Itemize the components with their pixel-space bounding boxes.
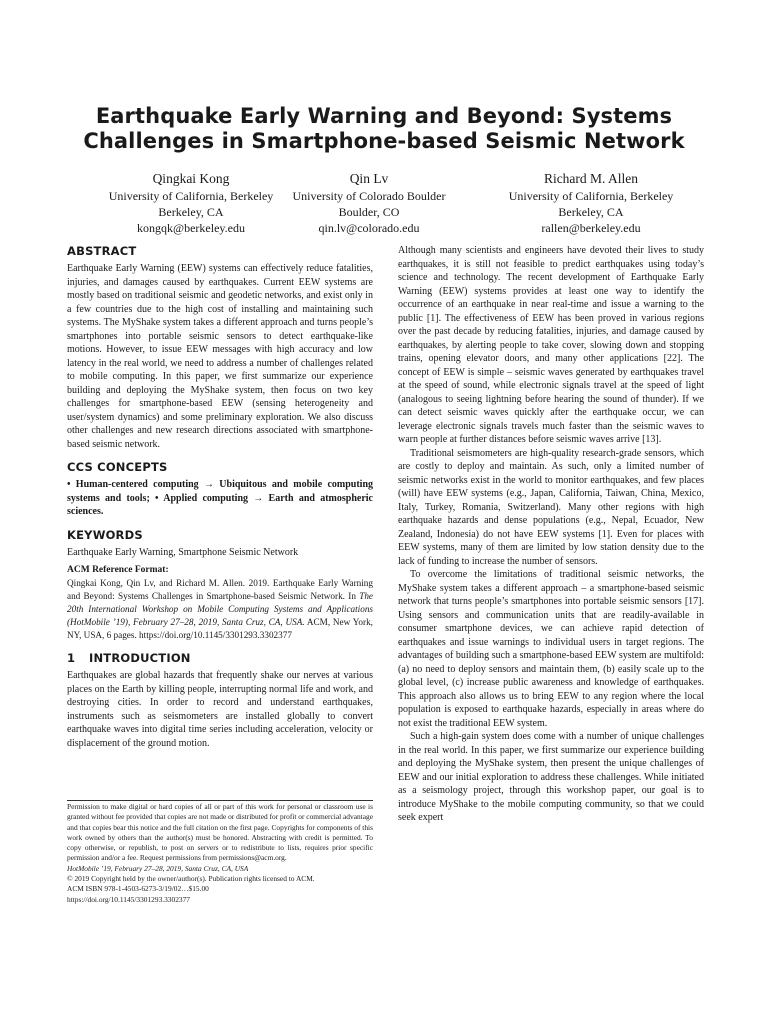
author-location: Berkeley, CA <box>158 205 224 219</box>
intro-paragraph: Although many scientists and engineers have devoted their lives to study earthquakes, it is still not feasible to predict earthquakes using today’s science and technology. The recent development of Earthquake Early Warning (EEW) systems provides at least one way to identify the occurrence of an earthquake in near real-time and issue a warning to the public [1]. The effectiveness of EEW has been proved in various regions over the past decade by reducing fatalities, injuries, and damage caused by earthquakes, by alerting people to take cover, slowing down and stopping trains, opening elevator doors, and many other applications [22]. The concept of EEW is simple – seismic waves generated by earthquakes travel at the speed of sound, while electronic signals travel at the speed of light (analogous to seeing lightning before hearing the sound of thunder). If we can detect seismic waves quickly after the earthquake occur, we can leverage electronic signals travels much faster than the seismic waves to warn people at further distances before seismic waves arrive [13]. <box>398 245 704 445</box>
abstract-heading: ABSTRACT <box>67 244 137 258</box>
footnote-divider <box>67 800 373 801</box>
author-name: Qingkai Kong <box>152 171 230 186</box>
section-title: INTRODUCTION <box>89 651 191 665</box>
paper-title: Earthquake Early Warning and Beyond: Systems Challenges in Smartphone-based Seismic Network <box>83 104 685 153</box>
author-email: rallen@berkeley.edu <box>541 221 641 235</box>
intro-paragraph: Such a high-gain system does come with a number of unique challenges in the real world. In this paper, we first summarize our experience building and deploying the MyShake system, then present the unique challenges of EEW and our initial exploration to address these challenges. While initiated as a seismology project, through this workshop paper, our goal is to introduce MyShake to the mobile computing community, so that we could seek expert <box>398 731 704 823</box>
left-column <box>67 244 373 750</box>
permission-footnote <box>67 802 373 905</box>
isbn-text: ACM ISBN 978-1-4503-6273-3/19/02…$15.00 <box>67 884 209 894</box>
intro-paragraph: Traditional seismometers are high-quality research-grade sensors, which are costly to deploy and maintain. As such, only a limited number of seismic networks exist in the world to monitor earthquakes, and few places (will) have EEW systems (e.g., Japan, California, Taiwan, China, Mexico, Italy, Turkey, Romania, Switzerland). Many other regions with high earthquake hazards and dense populations (e.g., Nepal, Ecuador, New Zealand, Indonesia) do not have EEW systems [1]. Even for places with EEW systems, many of them are limited by low station density due to the lack of funding to increase the number of sensors. <box>398 447 704 567</box>
author-location: Berkeley, CA <box>558 205 624 219</box>
doi-text: https://doi.org/10.1145/3301293.3302377 <box>67 894 190 904</box>
ccs-text: • Human-centered computing → Ubiquitous and mobile computing systems and tools; • Applied computing → Earth and atmospheric sciences. <box>67 479 373 517</box>
reference-citation: Qingkai Kong, Qin Lv, and Richard M. Allen. 2019. Earthquake Early Warning and Beyond: Systems Challenges in Smartphone-based Seismic Network. In <box>67 578 373 601</box>
reference-publisher: ACM, New York, NY, USA, 6 pages. https://doi.org/10.1145/3301293.3302377 <box>67 617 373 640</box>
keywords-text: Earthquake Early Warning, Smartphone Seismic Network <box>67 546 299 558</box>
intro-paragraph: To overcome the limitations of traditional seismic networks, the MyShake system takes a different approach – a smartphone-based seismic network that turns people’s smartphones into portable seismic sensors [17]. Using sensors and communication units that are readily-available in consumer smartphone devices, we can achieve rapid detection of earthquakes and issue warnings to individual users in target regions. The advantages of building such a smartphone-based EEW system are multifold: (a) no need to deploy sensors and maintain them, (b) easily scale up to the global level, (c) increase public awareness and knowledge of earthquakes. This approach also allows us to bring EEW to any region where the local population is exposed to earthquake hazards, especially in areas where do not exist the traditional EEW system. <box>398 569 704 729</box>
author-block <box>259 170 479 236</box>
author-name: Richard M. Allen <box>543 171 639 186</box>
author-block <box>481 170 701 236</box>
intro-paragraph: Earthquakes are global hazards that frequently shake our nerves at various places on the Earth by killing people, interrupting normal life and work, and destroying cities. In order to record and understand earthquakes, instruments such as seismometers are installed globally to convert earthquake waves into digital time series including acceleration, velocity or displacement of the ground motion. <box>67 670 373 749</box>
author-affiliation: University of California, Berkeley <box>508 189 674 203</box>
author-location: Boulder, CO <box>338 205 400 219</box>
right-column <box>398 244 704 825</box>
footnote-venue: HotMobile ’19, February 27–28, 2019, Santa Cruz, CA, USA <box>67 863 249 873</box>
section-number: 1 <box>67 651 76 665</box>
copyright-text: © 2019 Copyright held by the owner/author(s). Publication rights licensed to ACM. <box>67 874 315 884</box>
reference-format-text <box>67 577 373 642</box>
introduction-heading <box>67 651 373 666</box>
author-email: qin.lv@colorado.edu <box>318 221 420 235</box>
abstract-text: Earthquake Early Warning (EEW) systems can effectively reduce fatalities, injuries, and damages caused by earthquakes. Current EEW systems are mostly based on traditional seismic and geodetic networks, and exist only in a few countries due to the high cost of installing and maintaining such systems. The MyShake system takes a different approach and turns people’s smartphones into portable seismic sensors to detect earthquake-like motions. However, to issue EEW messages with high accuracy and low latency in the real world, we need to address a number of challenges related to mobile computing. In this paper, we first summarize our experience building and deploying the MyShake system, then focus on two key challenges for smartphone-based EEW (sensing heterogeneity and user/system dynamics) and some preliminary exploration. We also discuss other challenges and new research directions associated with smartphone-based seismic network. <box>67 263 373 450</box>
keywords-heading: KEYWORDS <box>67 527 143 542</box>
reference-format-heading: ACM Reference Format: <box>67 565 169 575</box>
author-affiliation: University of California, Berkeley <box>108 189 274 203</box>
reference-venue: The 20th International Workshop on Mobile Computing Systems and Applications (HotMobile ’19), February 27–28, 2019, Santa Cruz, CA, USA. <box>67 591 373 627</box>
author-email: kongqk@berkeley.edu <box>137 221 245 235</box>
permission-text: Permission to make digital or hard copies of all or part of this work for personal or classroom use is granted without fee provided that copies are not made or distributed for profit or commercial advantage and that copies bear this notice and the full citation on the first page. Copyrights for components of this work owned by others than the author(s) must be honored. Abstracting with credit is permitted. To copy otherwise, or republish, to post on servers or to redistribute to lists, requires prior specific permission and/or a fee. Request permissions from permissions@acm.org. <box>67 802 373 863</box>
author-name: Qin Lv <box>349 171 389 186</box>
ccs-heading: CCS CONCEPTS <box>67 460 168 474</box>
author-affiliation: University of Colorado Boulder <box>292 189 446 203</box>
